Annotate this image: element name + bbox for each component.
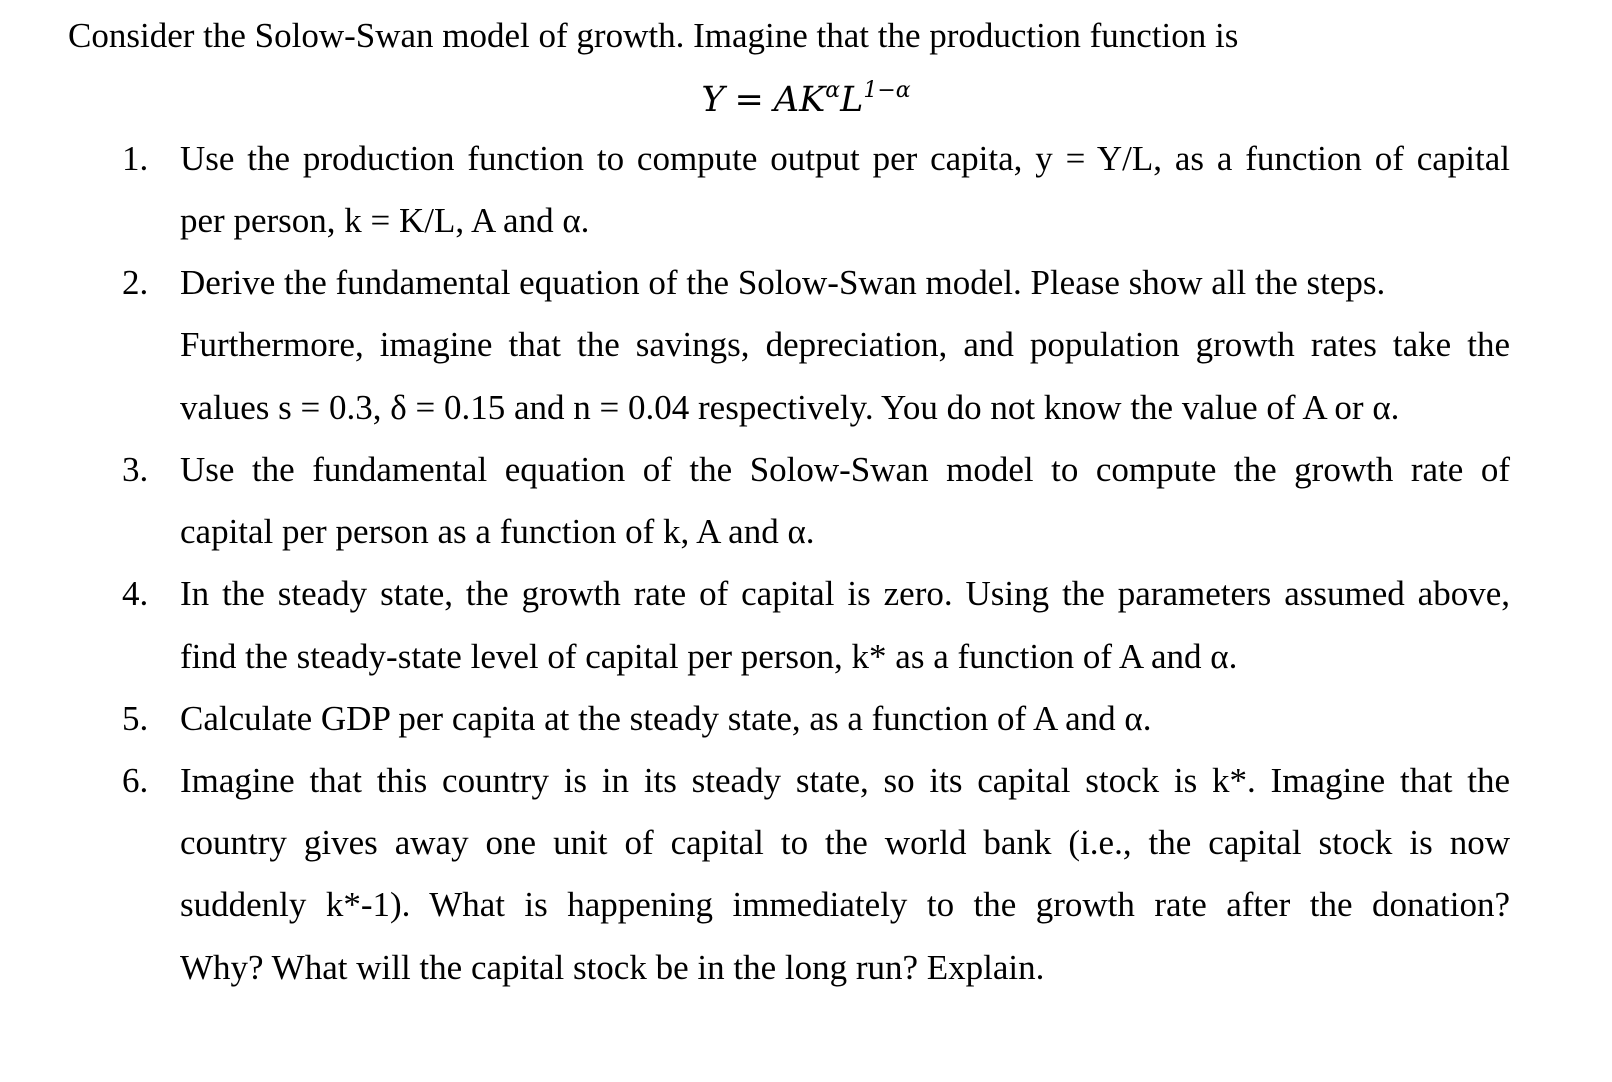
item-number: 3. [122, 450, 149, 489]
item-1-line-1: Use the production function to compute output per capita, y = Y/L, as a function of capital [180, 139, 1510, 178]
item-3-line-1: Use the fundamental equation of the Solow-Swan model to compute the growth rate of [180, 450, 1510, 489]
equation-lhs: Y [701, 80, 725, 120]
item-2-line-2: Furthermore, imagine that the savings, depreciation, and population growth rates take the [180, 325, 1510, 364]
equation-rhs-base2: L [840, 80, 864, 120]
item-2-line-1: Derive the fundamental equation of the Solow-Swan model. Please show all the steps. [180, 263, 1386, 302]
item-6-line-4: Why? What will the capital stock be in the long run? Explain. [180, 948, 1045, 987]
equation-exponent-one-minus-alpha: 1−α [863, 78, 911, 103]
item-6-line-2: country gives away one unit of capital to the world bank (i.e., the capital stock is now [180, 823, 1510, 862]
item-6-line-3: suddenly k*-1). What is happening immediately to the growth rate after the donation? [180, 885, 1510, 924]
item-number: 4. [122, 574, 149, 613]
item-4-line-1: In the steady state, the growth rate of capital is zero. Using the parameters assumed above, [180, 574, 1510, 613]
intro-text: Consider the Solow-Swan model of growth. Imagine that the production function is [68, 16, 1239, 55]
equation-rhs-base: AK [773, 80, 826, 120]
item-number: 2. [122, 263, 149, 302]
equation-exponent-alpha: α [825, 78, 841, 103]
item-4-line-2: find the steady-state level of capital per person, k* as a function of A and α. [180, 637, 1238, 676]
item-3-line-2: capital per person as a function of k, A and α. [180, 512, 815, 551]
item-number: 5. [122, 699, 149, 738]
item-number: 6. [122, 761, 149, 800]
item-1-line-2: per person, k = K/L, A and α. [180, 201, 590, 240]
item-number: 1. [122, 139, 149, 178]
item-6-line-1: Imagine that this country is in its steady state, so its capital stock is k*. Imagine that the [180, 761, 1510, 800]
production-function-equation [0, 78, 1612, 122]
equation-equals: = [734, 80, 764, 120]
item-2-line-3: values s = 0.3, δ = 0.15 and n = 0.04 respectively. You do not know the value of A or α. [180, 388, 1400, 427]
item-5-line-1: Calculate GDP per capita at the steady state, as a function of A and α. [180, 699, 1152, 738]
